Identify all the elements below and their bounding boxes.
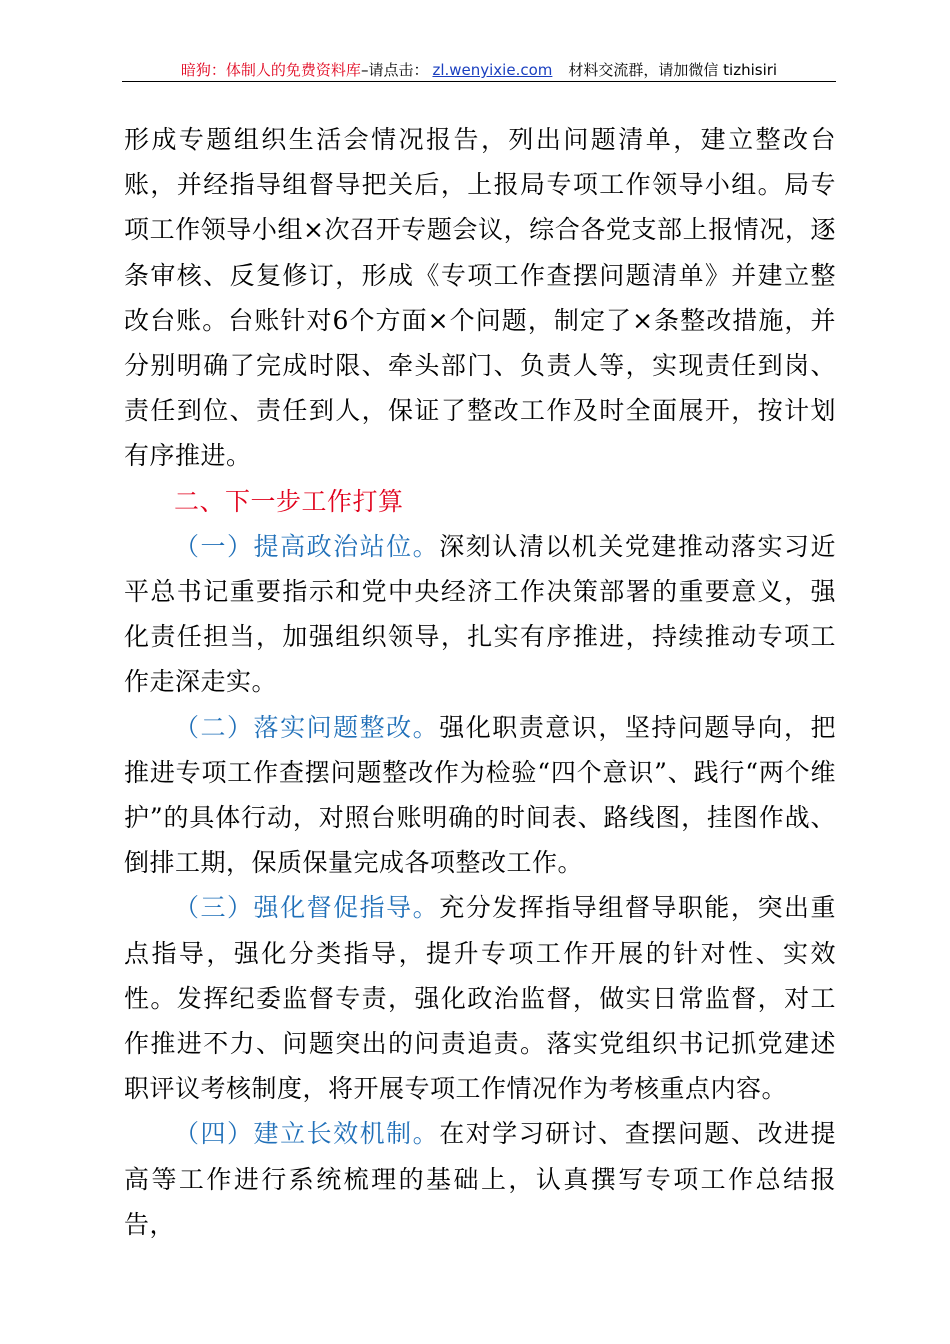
item-text-3: 充分发挥指导组督导职能，突出重点指导，强化分类指导，提升专项工作开展的针对性、实效性。发挥纪委监督专责，强化政治监督，做实日常监督，对工作推进不力、问题突出的问责追责。落实党组织书记抓党建述职评议考核制度，将开展专项工作情况作为考核重点内容。 <box>124 893 836 1104</box>
item-paragraph-2 <box>124 705 836 886</box>
header-divider <box>122 81 836 82</box>
item-title-3: （三）强化督促指导。 <box>174 893 440 923</box>
header-link[interactable]: zl.wenyixie.com <box>432 61 553 79</box>
item-title-1: （一）提高政治站位。 <box>174 531 440 561</box>
intro-paragraph: 形成专题组织生活会情况报告，列出问题清单，建立整改台账，并经指导组督导把关后，上报局专项工作领导小组。局专项工作领导小组×次召开专题会议，综合各党支部上报情况，逐条审核、反复修订，形成《专项工作查摆问题清单》并建立整改台账。台账针对6个方面×个问题，制定了×条整改措施，并分别明确了完成时限、牵头部门、负责人等，实现责任到岗、责任到位、责任到人，保证了整改工作及时全面展开，按计划有序推进。 <box>124 125 836 471</box>
item-paragraph-1 <box>124 524 836 705</box>
item-paragraph-3 <box>124 885 836 1111</box>
page-header <box>122 56 836 84</box>
header-promo: 暗狗：体制人的免费资料库 <box>180 61 361 79</box>
item-title-2: （二）落实问题整改。 <box>174 712 440 742</box>
item-text-4: 在对学习研讨、查摆问题、改进提高等工作进行系统梳理的基础上，认真撰写专项工作总结报告， <box>124 1119 836 1239</box>
item-text-2: 强化职责意识，坚持问题导向，把推进专项工作查摆问题整改作为检验“四个意识”、践行“两个维护”的具体行动，对照台账明确的时间表、路线图，挂图作战、倒排工期，保质保量完成各项整改工作。 <box>124 712 836 878</box>
item-title-4: （四）建立长效机制。 <box>174 1119 440 1149</box>
header-click-prompt: –请点击： <box>360 61 429 79</box>
item-paragraph-4 <box>124 1111 836 1247</box>
header-contact: 材料交流群，请加微信 tizhisiri <box>568 61 778 79</box>
item-text-1: 深刻认清以机关党建推动落实习近平总书记重要指示和党中央经济工作决策部署的重要意义，强化责任担当，加强组织领导，扎实有序推进，持续推动专项工作走深走实。 <box>124 531 836 697</box>
document-body <box>124 117 836 1247</box>
section-heading: 二、下一步工作打算 <box>174 486 404 516</box>
